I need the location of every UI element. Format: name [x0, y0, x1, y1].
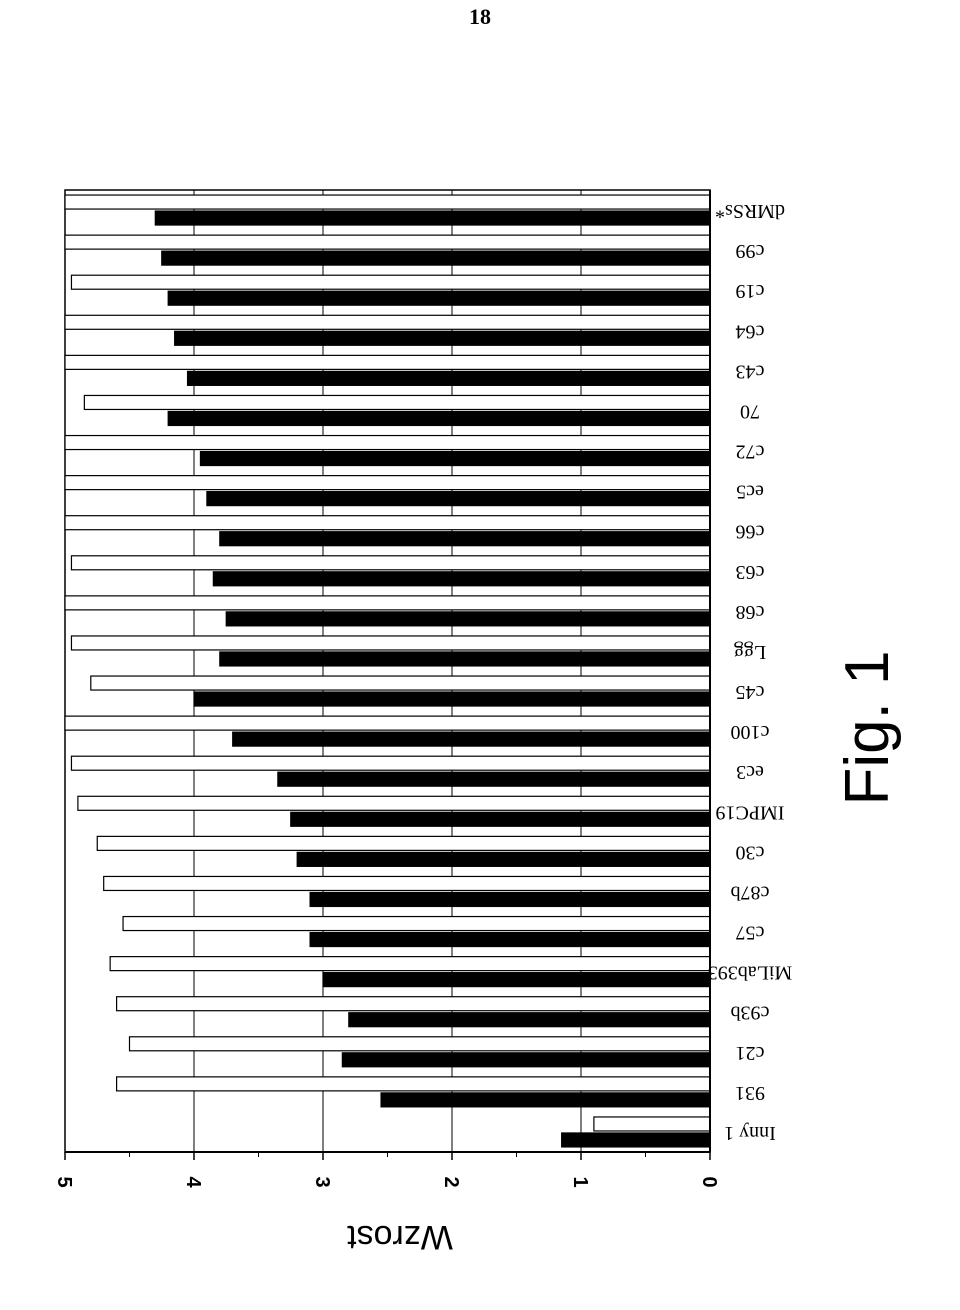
category-label: ec5: [736, 480, 764, 503]
light-bar: [65, 476, 710, 490]
category-label: MiLab393: [707, 961, 793, 984]
dark-bar: [278, 772, 710, 786]
tick-label: 2: [440, 1176, 462, 1188]
light-bar: [84, 395, 710, 409]
value-axis-label: Wzrost: [347, 1218, 453, 1256]
light-bar: [71, 636, 710, 650]
category-label: c99: [735, 240, 765, 263]
dark-bar: [349, 1013, 710, 1027]
tick-label: 1: [569, 1176, 591, 1188]
dark-bar: [194, 692, 710, 706]
light-bar: [130, 1037, 711, 1051]
light-bar: [65, 315, 710, 329]
light-bar: [110, 957, 710, 971]
category-label: c57: [735, 921, 765, 944]
dark-bar: [297, 852, 710, 866]
category-label: c87b: [730, 881, 770, 904]
category-label: 70: [740, 400, 760, 423]
light-bar: [123, 917, 710, 931]
light-bar: [71, 275, 710, 289]
category-label: c30: [735, 841, 765, 864]
light-bar: [78, 796, 710, 810]
light-bar: [71, 756, 710, 770]
figure-label: Fig. 1: [833, 650, 902, 806]
category-label: c68: [735, 600, 765, 623]
tick-label: 3: [311, 1176, 333, 1188]
tick-label: 0: [698, 1176, 720, 1188]
light-bar: [594, 1117, 710, 1131]
light-bar: [65, 195, 710, 209]
category-label: c66: [735, 520, 765, 543]
category-label: c100: [730, 721, 770, 744]
dark-bar: [323, 973, 710, 987]
category-label: IMPC19: [715, 801, 785, 824]
light-bar: [65, 596, 710, 610]
page-number: 18: [469, 4, 491, 29]
dark-bar: [291, 812, 710, 826]
light-bar: [97, 836, 710, 850]
category-labels: [708, 200, 792, 1144]
dark-bar: [381, 1093, 710, 1107]
light-bar: [104, 876, 710, 890]
category-label: ec3: [736, 761, 764, 784]
dark-bar: [310, 892, 710, 906]
category-label: c45: [735, 681, 765, 704]
category-label: c64: [735, 320, 765, 343]
category-label: c21: [735, 1041, 765, 1064]
dark-bar: [562, 1133, 710, 1147]
dark-bar: [162, 251, 710, 265]
category-label: c93b: [730, 1001, 770, 1024]
dark-bar: [188, 371, 710, 385]
category-label: dMRSs*: [714, 200, 786, 223]
dark-bar: [207, 492, 710, 506]
light-bar: [65, 716, 710, 730]
light-bar: [65, 235, 710, 249]
dark-bar: [233, 732, 710, 746]
category-label: Inny 1: [724, 1121, 776, 1144]
dark-bar: [175, 331, 710, 345]
light-bar: [65, 516, 710, 530]
dark-bar: [155, 211, 710, 225]
dark-bar: [168, 291, 710, 305]
light-bar: [117, 997, 710, 1011]
dark-bar: [168, 411, 710, 425]
category-label: c19: [735, 280, 765, 303]
dark-bar: [310, 933, 710, 947]
category-label: c43: [735, 360, 765, 383]
dark-bar: [342, 1053, 710, 1067]
light-bar: [117, 1077, 710, 1091]
tick-label: 5: [53, 1176, 75, 1188]
category-label: c72: [735, 440, 765, 463]
light-bar: [65, 355, 710, 369]
light-bar: [65, 436, 710, 450]
light-bar: [71, 556, 710, 570]
dark-bar: [220, 532, 710, 546]
tick-label: 4: [182, 1176, 204, 1188]
dark-bar: [226, 612, 710, 626]
category-label: Lgg: [733, 640, 767, 663]
dark-bar: [200, 452, 710, 466]
bars: [65, 195, 710, 1147]
tick-labels: [53, 1176, 720, 1188]
dark-bar: [213, 572, 710, 586]
light-bar: [91, 676, 710, 690]
dark-bar: [220, 652, 710, 666]
category-label: c63: [735, 560, 765, 583]
category-label: 931: [735, 1081, 765, 1104]
